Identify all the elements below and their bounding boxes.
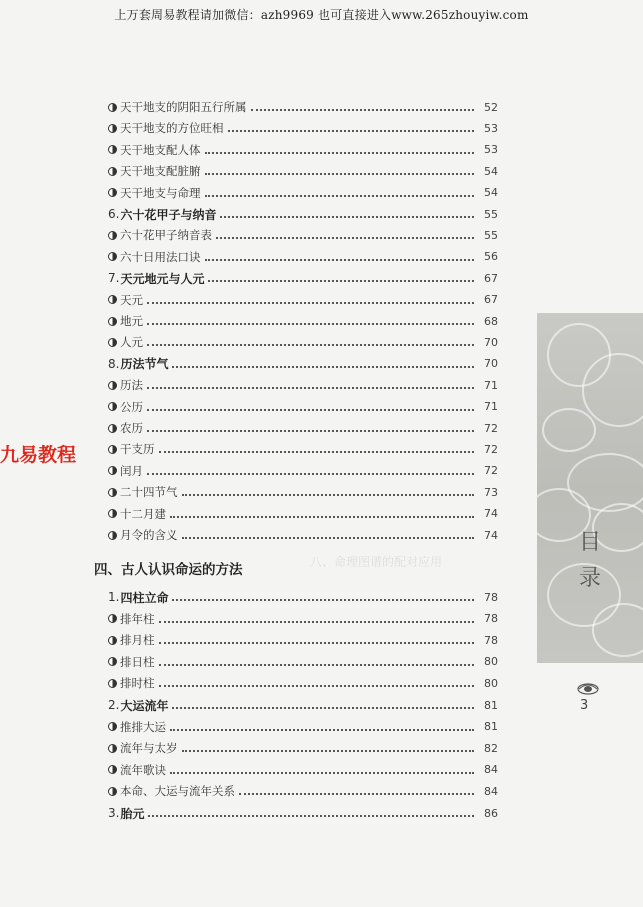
dot-leader bbox=[147, 377, 474, 389]
yin-yang-bullet-icon bbox=[108, 338, 117, 347]
dot-leader bbox=[147, 334, 474, 346]
toc-entry-title: 天干地支配脏腑 bbox=[120, 164, 201, 179]
toc-entry-page: 78 bbox=[484, 633, 498, 647]
yin-yang-bullet-icon bbox=[108, 657, 117, 666]
dot-leader bbox=[182, 740, 475, 752]
dot-leader bbox=[216, 227, 474, 239]
toc-entry-title: 历法节气 bbox=[120, 357, 169, 372]
dot-leader bbox=[251, 99, 475, 111]
toc-entry-page: 56 bbox=[484, 250, 498, 264]
dot-leader bbox=[170, 506, 474, 518]
dot-leader bbox=[170, 762, 474, 774]
toc-entry[interactable] bbox=[108, 418, 498, 438]
toc-entry[interactable] bbox=[108, 397, 498, 417]
toc-entry-page: 54 bbox=[484, 186, 498, 200]
yin-yang-bullet-icon bbox=[108, 744, 117, 753]
toc-entry[interactable] bbox=[108, 652, 498, 672]
toc-entry-page: 84 bbox=[484, 763, 498, 777]
toc-entry[interactable] bbox=[108, 760, 498, 780]
bleed-through-text: 八、命理图谱的配对应用 bbox=[310, 555, 443, 569]
toc-entry[interactable] bbox=[108, 354, 498, 374]
yin-yang-bullet-icon bbox=[108, 787, 117, 796]
dot-leader bbox=[147, 399, 474, 411]
header-banner: 上万套周易教程请加微信：azh9969 也可直接进入www.265zhouyiw.com bbox=[114, 8, 529, 22]
dot-leader bbox=[228, 120, 475, 132]
toc-entry-title: 月令的含义 bbox=[120, 528, 178, 542]
toc-entry-title: 推排大运 bbox=[120, 719, 166, 734]
toc-entry[interactable] bbox=[108, 609, 498, 629]
toc-entry[interactable] bbox=[108, 504, 498, 524]
yin-yang-bullet-icon bbox=[108, 167, 117, 176]
toc-entry-page: 86 bbox=[484, 806, 498, 820]
toc-entry[interactable] bbox=[108, 161, 498, 181]
toc-entry-page: 81 bbox=[484, 720, 498, 734]
yin-yang-bullet-icon bbox=[108, 488, 117, 497]
toc-entry-title: 历法 bbox=[120, 378, 143, 393]
dot-leader bbox=[208, 270, 474, 282]
toc-entry-page: 74 bbox=[484, 507, 498, 521]
yin-yang-bullet-icon bbox=[108, 402, 117, 411]
side-title-char-1: 目 bbox=[578, 530, 601, 555]
toc-entry-page: 68 bbox=[484, 314, 498, 328]
toc-entry-page: 81 bbox=[484, 698, 498, 712]
toc-entry-page: 71 bbox=[484, 400, 498, 414]
toc-entry-title: 六十花甲子与纳音 bbox=[120, 207, 217, 222]
toc-entry-number: 7. bbox=[108, 271, 120, 286]
toc-entry-number: 2. bbox=[108, 698, 120, 712]
toc-entry[interactable] bbox=[108, 204, 498, 224]
toc-entry-page: 53 bbox=[484, 143, 498, 157]
dot-leader bbox=[159, 632, 475, 644]
toc-entry-page: 52 bbox=[484, 100, 498, 114]
toc-entry-title: 十二月建 bbox=[120, 506, 166, 521]
toc-entry-title: 天干地支的方位旺相 bbox=[120, 121, 224, 136]
toc-entry[interactable] bbox=[108, 290, 498, 310]
toc-entry-page: 72 bbox=[484, 421, 498, 435]
watermark-label: 九易教程 bbox=[0, 444, 77, 466]
toc-entry-page: 80 bbox=[484, 655, 498, 669]
toc-entry-title: 胎元 bbox=[120, 806, 145, 821]
toc-entry[interactable] bbox=[108, 587, 498, 607]
toc-entry-title: 天干地支的阴阳五行所属 bbox=[120, 100, 247, 114]
book-logo-icon bbox=[577, 683, 599, 695]
dot-leader bbox=[205, 163, 475, 175]
toc-entry-page: 72 bbox=[484, 464, 498, 478]
toc-entry[interactable] bbox=[108, 375, 498, 395]
toc-entry-title: 四柱立命 bbox=[120, 590, 169, 605]
toc-entry-title: 六十日用法口诀 bbox=[120, 249, 201, 264]
toc-entry-title: 六十花甲子纳音表 bbox=[120, 228, 212, 243]
toc-entry[interactable] bbox=[108, 738, 498, 758]
yin-yang-bullet-icon bbox=[108, 722, 117, 731]
toc-entry-page: 78 bbox=[484, 590, 498, 604]
section-heading: 四、古人认识命运的方法 bbox=[94, 562, 243, 578]
toc-entry-title: 公历 bbox=[120, 399, 143, 414]
toc-entry[interactable] bbox=[108, 247, 498, 267]
toc-entry-title: 天干地支与命理 bbox=[120, 185, 201, 200]
dot-leader bbox=[159, 441, 475, 453]
toc-entry-page: 74 bbox=[484, 528, 498, 542]
toc-entry-page: 54 bbox=[484, 164, 498, 178]
toc-entry-page: 70 bbox=[484, 335, 498, 349]
toc-entry-page: 67 bbox=[484, 293, 498, 307]
toc-entry-title: 二十四节气 bbox=[120, 485, 178, 500]
toc-entry[interactable] bbox=[108, 803, 498, 823]
dot-leader bbox=[205, 185, 475, 197]
toc-entry-title: 天干地支配人体 bbox=[120, 142, 201, 157]
toc-entry-title: 排年柱 bbox=[120, 611, 155, 626]
yin-yang-bullet-icon bbox=[108, 103, 117, 112]
dot-leader bbox=[159, 675, 475, 687]
toc-entry-title: 人元 bbox=[120, 335, 143, 350]
toc-entry-page: 80 bbox=[484, 676, 498, 690]
toc-entry-title: 干支历 bbox=[120, 442, 155, 457]
dot-leader bbox=[147, 463, 474, 475]
toc-entry-title: 天元 bbox=[120, 292, 143, 307]
toc-entry[interactable] bbox=[108, 630, 498, 650]
toc-entry-page: 73 bbox=[484, 485, 498, 499]
dot-leader bbox=[172, 356, 474, 368]
yin-yang-bullet-icon bbox=[108, 614, 117, 623]
toc-entry[interactable] bbox=[108, 717, 498, 737]
yin-yang-bullet-icon bbox=[108, 188, 117, 197]
yin-yang-bullet-icon bbox=[108, 145, 117, 154]
dot-leader bbox=[159, 611, 475, 623]
toc-entry[interactable] bbox=[108, 673, 498, 693]
toc-entry-page: 71 bbox=[484, 378, 498, 392]
yin-yang-bullet-icon bbox=[108, 381, 117, 390]
toc-entry[interactable] bbox=[108, 525, 498, 545]
toc-entry-page: 72 bbox=[484, 442, 498, 456]
toc-entry[interactable] bbox=[108, 311, 498, 331]
dot-leader bbox=[239, 783, 474, 795]
toc-entry[interactable] bbox=[108, 268, 498, 288]
toc-entry-title: 闰月 bbox=[120, 463, 143, 478]
toc-entry-title: 大运流年 bbox=[120, 698, 169, 713]
toc-entry-page: 55 bbox=[484, 228, 498, 242]
toc-entry-title: 地元 bbox=[120, 314, 143, 328]
toc-entry-page: 55 bbox=[484, 207, 498, 221]
toc-entry-number: 3. bbox=[108, 806, 120, 820]
toc-entry-page: 67 bbox=[484, 271, 498, 285]
toc-entry-title: 本命、大运与流年关系 bbox=[120, 784, 235, 799]
toc-entry[interactable] bbox=[108, 781, 498, 801]
yin-yang-bullet-icon bbox=[108, 231, 117, 240]
toc-entry-number: 6. bbox=[108, 207, 120, 221]
toc-entry[interactable] bbox=[108, 118, 498, 138]
yin-yang-bullet-icon bbox=[108, 252, 117, 261]
toc-entry-number: 1. bbox=[108, 590, 120, 604]
dot-leader bbox=[147, 420, 474, 432]
yin-yang-bullet-icon bbox=[108, 317, 117, 326]
yin-yang-bullet-icon bbox=[108, 509, 117, 518]
dot-leader bbox=[220, 206, 474, 218]
toc-entry-page: 53 bbox=[484, 121, 498, 135]
toc-entry-title: 排时柱 bbox=[120, 676, 155, 691]
dot-leader bbox=[205, 142, 475, 154]
toc-entry-title: 流年与太岁 bbox=[120, 741, 178, 756]
side-tab-decoration bbox=[537, 313, 643, 663]
toc-entry-title: 天元地元与人元 bbox=[120, 271, 205, 286]
toc-entry[interactable] bbox=[108, 461, 498, 481]
side-title-char-2: 录 bbox=[578, 566, 601, 591]
dot-leader bbox=[172, 589, 474, 601]
yin-yang-bullet-icon bbox=[108, 124, 117, 133]
dot-leader bbox=[182, 527, 475, 539]
dot-leader bbox=[159, 654, 475, 666]
page-number: 3 bbox=[580, 698, 589, 713]
toc-entry-page: 84 bbox=[484, 784, 498, 798]
toc-entry[interactable] bbox=[108, 97, 498, 117]
side-title bbox=[575, 525, 605, 597]
yin-yang-bullet-icon bbox=[108, 679, 117, 688]
toc-entry[interactable] bbox=[108, 695, 498, 715]
toc-entry-number: 8. bbox=[108, 356, 120, 371]
dot-leader bbox=[147, 313, 474, 325]
dot-leader bbox=[182, 484, 475, 496]
yin-yang-bullet-icon bbox=[108, 424, 117, 433]
toc-entry-page: 82 bbox=[484, 741, 498, 755]
toc-entry-title: 流年歌诀 bbox=[120, 762, 166, 777]
toc-entry-title: 排日柱 bbox=[120, 654, 155, 669]
toc-entry[interactable] bbox=[108, 140, 498, 160]
dot-leader bbox=[148, 805, 474, 817]
yin-yang-bullet-icon bbox=[108, 765, 117, 774]
yin-yang-bullet-icon bbox=[108, 466, 117, 475]
toc-entry[interactable] bbox=[108, 183, 498, 203]
toc-entry-page: 78 bbox=[484, 612, 498, 626]
toc-entry-page: 70 bbox=[484, 357, 498, 371]
toc-entry[interactable] bbox=[108, 482, 498, 502]
toc-entry-title: 农历 bbox=[120, 421, 143, 435]
dot-leader bbox=[172, 697, 474, 709]
yin-yang-bullet-icon bbox=[108, 531, 117, 540]
toc-entry[interactable] bbox=[108, 332, 498, 352]
toc-entry-title: 排月柱 bbox=[120, 633, 155, 648]
yin-yang-bullet-icon bbox=[108, 295, 117, 304]
toc-entry[interactable] bbox=[108, 225, 498, 245]
yin-yang-bullet-icon bbox=[108, 636, 117, 645]
yin-yang-bullet-icon bbox=[108, 445, 117, 454]
dot-leader bbox=[147, 292, 474, 304]
toc-entry[interactable] bbox=[108, 439, 498, 459]
dot-leader bbox=[205, 249, 475, 261]
dot-leader bbox=[170, 719, 474, 731]
